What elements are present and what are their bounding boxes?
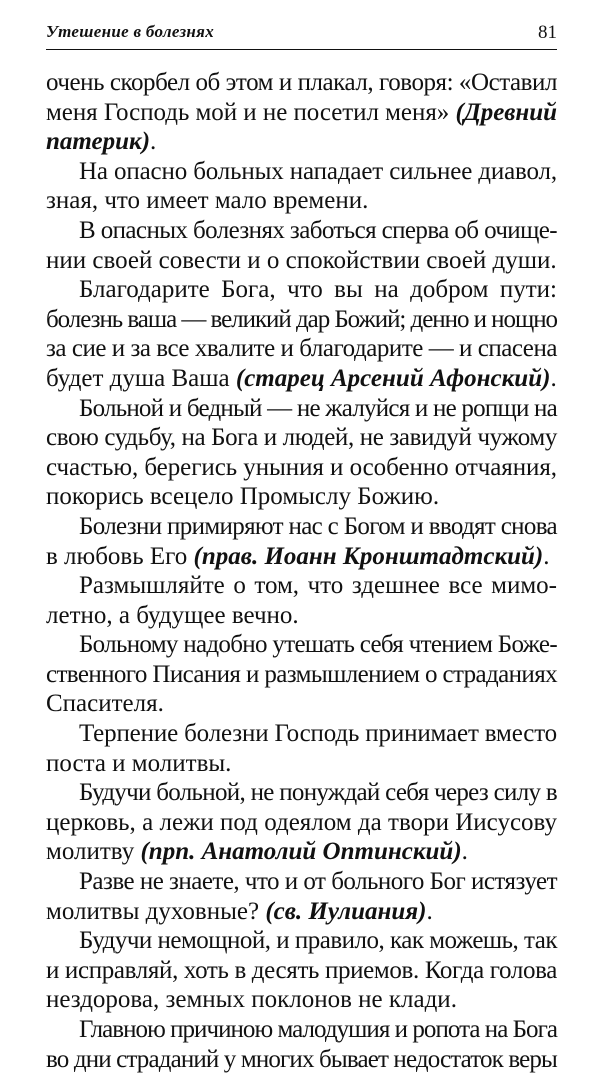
- source-attribution: (Древний: [455, 98, 557, 126]
- line-text: Главною причиною малодушия и ропота на Бога: [79, 1016, 557, 1043]
- text-line: [46, 601, 557, 631]
- line-text: В опасных болезнях заботься сперва об очище-: [79, 216, 557, 244]
- line-punctuation: .: [426, 897, 433, 925]
- line-text: На опасно больных нападает сильнее диавол,: [79, 157, 557, 185]
- page-body: [46, 68, 557, 1074]
- line-punctuation: .: [461, 838, 468, 866]
- line-text: поста и молитвы.: [46, 749, 232, 777]
- line-text: и исправляй, хоть в десять приемов. Когда голова: [46, 956, 557, 984]
- line-text: будет душа Ваша: [46, 364, 236, 392]
- text-line: [46, 749, 557, 779]
- line-text: Больной и бедный — не жалуйся и не ропщи на: [79, 394, 557, 422]
- text-line: [46, 1045, 557, 1074]
- line-text: молитву: [46, 838, 141, 866]
- text-line: [46, 68, 557, 98]
- text-line: [46, 423, 557, 453]
- line-text: свою судьбу, на Бога и людей, не завидуй чужому: [46, 424, 557, 452]
- line-text: нездорова, земных поклонов не клади.: [46, 986, 457, 1014]
- text-line: [46, 453, 557, 483]
- source-attribution: патерик): [46, 128, 151, 156]
- text-line: [46, 334, 557, 364]
- text-line: [46, 867, 557, 897]
- line-text: зная, что имеет мало времени.: [46, 187, 369, 215]
- line-text: покорись всецело Промыслу Божию.: [46, 483, 440, 511]
- text-line: [46, 1015, 557, 1045]
- text-line: [46, 571, 557, 601]
- text-line: [46, 719, 557, 749]
- text-line: [46, 689, 557, 719]
- source-attribution: (св. Иулиания): [265, 897, 427, 925]
- text-line: [46, 305, 557, 335]
- text-line: [46, 275, 557, 305]
- line-text: Разве не знаете, что и от больного Бог истязует: [79, 868, 557, 896]
- line-text: ственного Писания и размышлением о страданиях: [46, 660, 557, 688]
- header-rule: [46, 49, 557, 50]
- text-line: [46, 660, 557, 690]
- line-text: меня Господь мой и не посетил меня»: [46, 98, 456, 126]
- line-text: во дни страданий у многих бывает недостаток веры: [46, 1045, 557, 1073]
- text-line: [46, 985, 557, 1015]
- line-text: болезнь ваша — великий дар Божий; денно и нощно: [46, 305, 557, 333]
- text-line: [46, 897, 557, 927]
- text-line: [46, 364, 557, 394]
- line-punctuation: .: [150, 128, 157, 156]
- text-line: [46, 542, 557, 572]
- line-text: счастью, берегись уныния и особенно отчаяния,: [46, 453, 557, 481]
- line-text: очень скорбел об этом и плакал, говоря: «Оставил: [46, 69, 557, 96]
- text-line: [46, 956, 557, 986]
- line-text: нии своей совести и о спокойствии своей души.: [46, 246, 557, 274]
- text-line: [46, 512, 557, 542]
- text-line: [46, 216, 557, 246]
- page-number: 81: [538, 22, 557, 43]
- text-line: [46, 837, 557, 867]
- text-line: [46, 394, 557, 424]
- running-title: Утешение в болезнях: [46, 22, 215, 41]
- line-text: Благодарите Бога, что вы на добром пути:: [79, 276, 557, 304]
- text-line: [46, 127, 557, 157]
- line-punctuation: .: [550, 364, 557, 392]
- line-text: летно, а будущее вечно.: [46, 601, 299, 629]
- text-line: [46, 246, 557, 276]
- text-line: [46, 482, 557, 512]
- line-text: в любовь Его: [46, 542, 194, 570]
- source-attribution: (старец Арсений Афонский): [235, 364, 551, 392]
- line-text: Спасителя.: [46, 690, 164, 718]
- line-punctuation: .: [543, 542, 550, 570]
- text-line: [46, 157, 557, 187]
- source-attribution: (прав. Иоанн Кронштадтский): [193, 542, 544, 570]
- line-text: за сие и за все хвалите и благодарите — и спасена: [46, 335, 557, 363]
- text-line: [46, 926, 557, 956]
- text-line: [46, 630, 557, 660]
- line-text: Болезни примиряют нас с Богом и вводят снова: [79, 512, 557, 540]
- line-text: Больному надобно утешать себя чтением Боже-: [79, 631, 557, 659]
- text-line: [46, 186, 557, 216]
- source-attribution: (прп. Анатолий Оптинский): [140, 838, 462, 866]
- line-text: Размышляйте о том, что здешнее все мимо-: [79, 572, 557, 600]
- line-text: Терпение болезни Господь принимает вместо: [79, 720, 557, 748]
- text-line: [46, 808, 557, 838]
- text-line: [46, 98, 557, 128]
- line-text: Будучи немощной, и правило, как можешь, так: [79, 927, 557, 955]
- line-text: Будучи больной, не понуждай себя через силу в: [79, 779, 557, 807]
- line-text: молитвы духовные?: [46, 897, 266, 925]
- running-head: [46, 22, 557, 46]
- line-text: церковь, а лежи под одеялом да твори Иисусову: [46, 808, 557, 836]
- text-line: [46, 778, 557, 808]
